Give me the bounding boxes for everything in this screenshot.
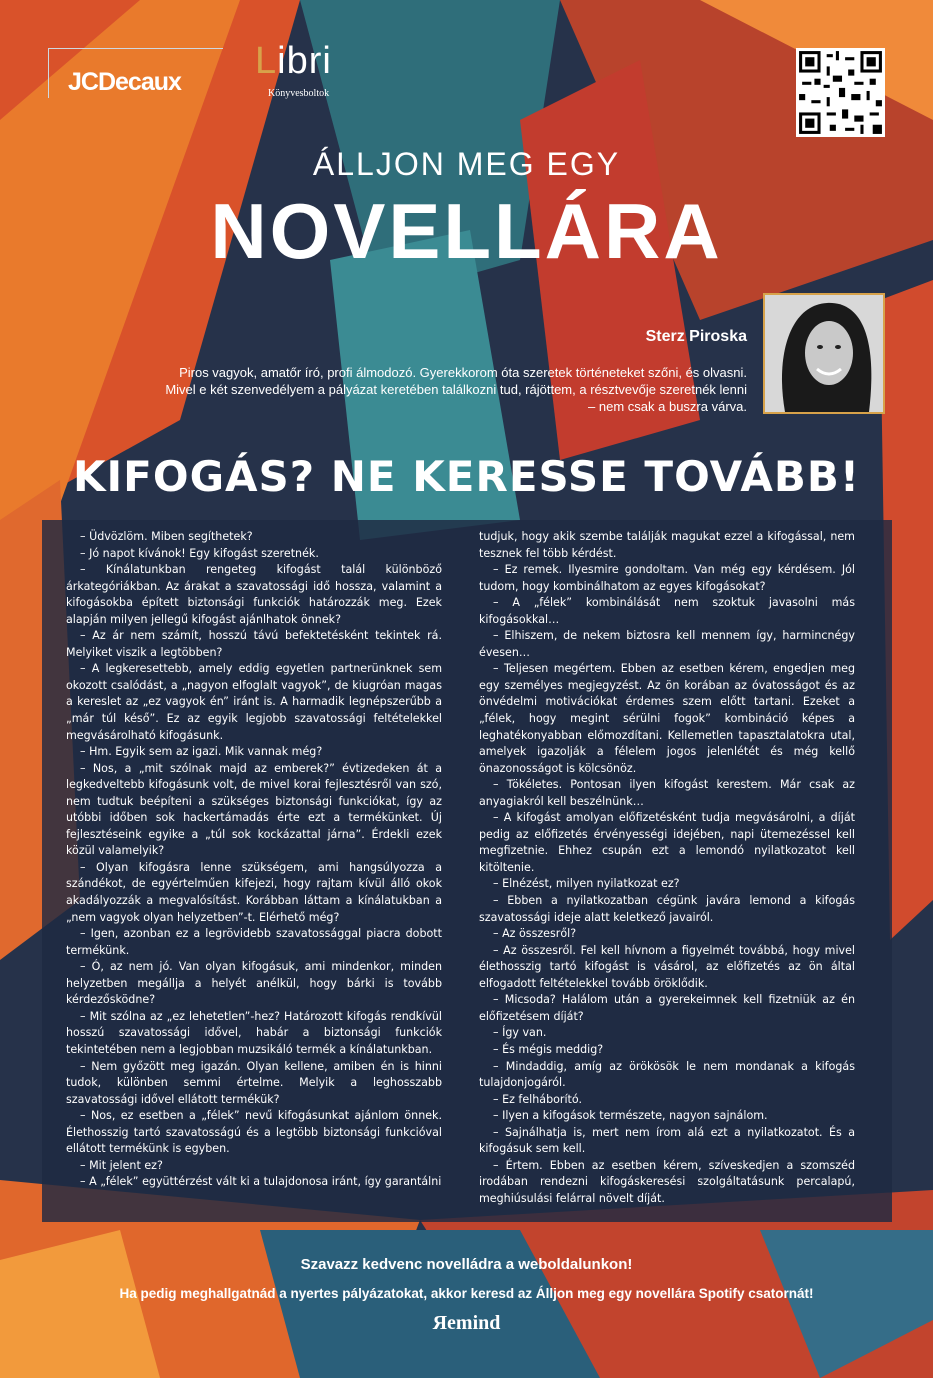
jcdecaux-frame-line [48, 48, 223, 49]
qr-code-icon[interactable] [796, 48, 885, 137]
dialogue-line: – A kifogást amolyan előfizetésként tudja megvásárolni, a díját pedig az előfizetés érvényességi idejében, napi ütemezéssel kell megfizetnie. Ehhez csupán ezt a lemondó nyilatkozatot kell kitöltenie. [479, 811, 855, 874]
dialogue-line: – Kínálatunkban rengeteg kifogást talál különböző árkategóriákban. Az árakat a szavatossági idő hossza, valamint a kifogásokba épített biztonsági funkciók határozzák meg. Ezek alapján milyen jellegű kifogást ajánlhatok önnek? [66, 563, 442, 626]
dialogue-line: – Nem győzött meg igazán. Olyan kellene, amiben én is hinni tudok, különben semmi értelme. Melyik a leghosszabb szavatossági idővel ellátott termékük? [66, 1059, 442, 1106]
author-name: Sterz Piroska [645, 328, 747, 345]
dialogue-line: – Nos, ez esetben a „félek” nevű kifogásunkat ajánlom önnek. Élethosszig tartó szavatosságú és a legtöbb biztonsági funkcióval ellátott termékünk is egyben. [66, 1109, 442, 1156]
dialogue-line: – A „félek” együttérzést vált ki a tulajdonosa iránt, így garantálni [80, 1175, 442, 1189]
story-column-right [479, 529, 855, 1207]
author-portrait-photo [763, 293, 885, 414]
dialogue-line: – Ebben a nyilatkozatban cégünk javára lemond a kifogás szavatossági ideje alatt keletkező javairól. [479, 894, 855, 924]
dialogue-line: – Hm. Egyik sem az igazi. Mik vannak még? [80, 745, 323, 759]
remind-logo: Яemind [432, 1312, 501, 1334]
dialogue-line: – A „félek” kombinálását nem szoktuk javasolni más kifogásokkal… [479, 596, 855, 626]
libri-logo-l: L [255, 40, 278, 82]
story-column-left [66, 529, 442, 1191]
dialogue-line: – Ó, az nem jó. Van olyan kifogásuk, ami mindenkor, minden helyzetben megállja a helyét anélkül, hogy bárki is tovább kérdezősködne? [66, 960, 442, 1007]
dialogue-line: – Így van. [493, 1026, 547, 1040]
dialogue-line: – Értem. Ebben az esetben kérem, szíveskedjen a szomszéd irodában rendezni kifogáskeresési szolgáltatásunk percalapú, meghiúsulási felárral növelt díját. [479, 1158, 855, 1205]
spotify-call-to-action: Ha pedig meghallgatnád a nyertes pályázatokat, akkor keresd az Álljon meg egy novellára Spotify csatornát! [119, 1286, 814, 1301]
dialogue-line: – Az összesről. Fel kell hívnom a figyelmét továbbá, hogy mivel élethosszig tartó kifogást is vásárol, az előfizetés az ön által elfogadott feltételekkel tovább öröklődik. [479, 943, 855, 990]
jcdecaux-logo: JCDecaux [68, 68, 181, 96]
dialogue-line: – Tökéletes. Pontosan ilyen kifogást kerestem. Már csak az anyagiakról kell beszélnünk… [479, 778, 855, 808]
dialogue-line: – Olyan kifogásra lenne szükségem, ami hangsúlyozza a szándékot, de egyértelműen kifejezi, hogy rajtam kívül álló okok akadályozzák a megvalósítást. Korábban láttam a kínálatukban a „nem vagyok olyan helyzetben”-t. Elérhető még? [66, 860, 442, 924]
dialogue-line: – Mindaddig, amíg az örökösök le nem mondanak a kifogás tulajdonjogáról. [479, 1059, 855, 1090]
dialogue-line: – Igen, azonban ez a legrövidebb szavatossággal piacra dobott termékünk. [66, 927, 442, 957]
dialogue-line: – Jó napot kívánok! Egy kifogást szeretnék. [80, 546, 319, 560]
dialogue-line: – Elhiszem, de nekem biztosra kell mennem így, harmincnégy évesen… [479, 629, 855, 659]
vote-call-to-action[interactable]: Szavazz kedvenc novelládra a weboldalunkon! [300, 1256, 633, 1273]
dialogue-line: – Micsoda? Halálom után a gyerekeimnek kell fizetniük az én előfizetésem díját? [479, 993, 855, 1023]
libri-logo-rest: ibri [277, 40, 332, 82]
jcdecaux-frame-vline [48, 48, 49, 98]
dialogue-line: – Mit szólna az „ez lehetetlen”-hez? Határozott kifogás rendkívül hosszú szavatossági idővel, habár a biztonsági funkciók tekintetében nem a legjobban muzsikáló termék a kínálatunkban. [66, 1009, 442, 1056]
dialogue-line: – Teljesen megértem. Ebben az esetben kérem, engedjen meg egy személyes megjegyzést. Az ön korában az óvatosságot és az önvédelmi motivációkat érdemes szem előtt tartani. Ezeket a „félek, hogy megint sérülni fogok” kombináció képes a leghatékonyabban előmozdítani. Kellemetlen tapasztalatokra utal, amelyek igazolják a félelem jogos jelenlétét és még kellő önazonosságot is kölcsönöz. [479, 662, 855, 775]
dialogue-line: – Nos, a „mit szólnak majd az emberek?” évtizedeken át a legkedveltebb kifogásunk volt, de mivel korai fejlesztésről van szó, nem tudtuk beépíteni a szükséges biztonsági funkciókat, így az utóbbi időben sok hackertámadás érte ezt a termékünket. Új fejlesztéseink egyike a „túl sok kockázattal járna”. Érdekli ezek közül valamelyik? [66, 761, 442, 858]
dialogue-line: – Elnézést, milyen nyilatkozat ez? [493, 877, 680, 891]
dialogue-line-continued: tudjuk, hogy akik szembe találják magukat ezzel a kifogással, nem tesznek fel több kérdést. [479, 530, 855, 560]
headline-title: NOVELLÁRA [210, 187, 723, 275]
dialogue-line: – Sajnálhatja is, mert nem írom alá ezt a nyilatkozatot. És a kifogásuk sem kell. [479, 1125, 855, 1156]
story-title: KIFOGÁS? NE KERESSE TOVÁBB! [73, 452, 860, 501]
dialogue-line: – És mégis meddig? [493, 1042, 604, 1056]
libri-subtitle: Könyvesboltok [268, 88, 330, 99]
author-bio: Piros vagyok, amatőr író, profi álmodozó. Gyerekkorom óta szeretek történeteket szőni, és olvasni. Mivel e két szenvedélyem a pályázat keretében találkozni tud, rájöttem, a résztvevője szeretnék lenni – nem csak a buszra várva. [165, 365, 747, 414]
dialogue-line: – Az összesről? [493, 927, 577, 941]
headline-kicker: ÁLLJON MEG EGY [312, 146, 621, 182]
dialogue-line: – Ilyen a kifogások természete, nagyon sajnálom. [493, 1109, 768, 1123]
dialogue-line: – Ez felháborító. [493, 1092, 583, 1106]
dialogue-line: – Az ár nem számít, hosszú távú befektetésként tekintek rá. Melyiket viszik a legtöbben? [66, 629, 442, 659]
dialogue-line: – A legkeresettebb, amely eddig egyetlen partnerünknek sem okozott csalódást, a „nagyon elfoglalt vagyok”, de kiugróan magas a kereslet az „ez vagyok én” iránt is. A harmadik legnépszerűbb a „már túl késő”. Ez az egyik legjobb szavatossági feltételekkel megvásárolható kifogásunk. [66, 662, 442, 742]
dialogue-line: – Mit jelent ez? [80, 1158, 163, 1172]
dialogue-line: – Üdvözlöm. Miben segíthetek? [80, 530, 253, 543]
libri-logo [255, 40, 332, 83]
dialogue-line: – Ez remek. Ilyesmire gondoltam. Van még egy kérdésem. Jól tudom, hogy kombinálhatom az egyes kifogásokat? [479, 563, 855, 593]
